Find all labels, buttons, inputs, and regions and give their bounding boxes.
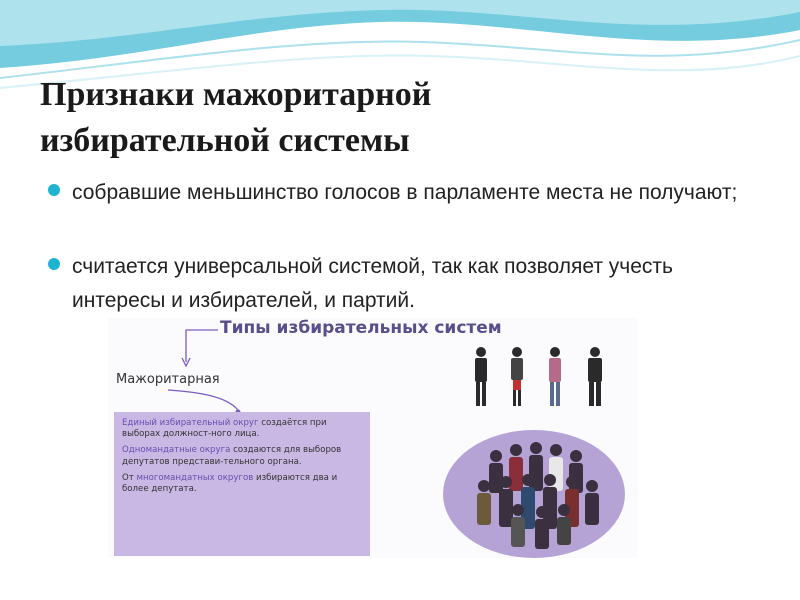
majoritarian-label: Мажоритарная	[116, 372, 220, 387]
bullet-item	[48, 250, 748, 318]
slide-title-line-1: Признаки мажоритарной	[40, 76, 432, 113]
slide-title	[40, 72, 600, 164]
electoral-systems-figure	[108, 318, 638, 558]
bullet-dot-icon	[48, 258, 60, 270]
box-paragraph	[122, 445, 362, 467]
box-paragraph	[122, 418, 362, 440]
people-illustration	[438, 338, 638, 558]
box-text: создаётся при выборах должност-ного лица.	[122, 418, 327, 440]
bullet-text: собравшие меньшинство голосов в парламенте места не получают;	[72, 181, 738, 204]
single-candidates-icon	[475, 347, 602, 406]
crowd-circle-icon	[443, 430, 625, 558]
box-text: избираются два и более депутата.	[122, 472, 338, 495]
box-highlight: Единый избирательный округ	[122, 418, 259, 428]
box-paragraph	[122, 473, 362, 495]
connector-arrows	[108, 318, 308, 418]
bullet-text: считается универсальной системой, так как позволяет учесть интересы и избирателей, и партий.	[72, 255, 673, 312]
box-highlight: Одномандатные округа	[122, 445, 231, 456]
slide-title-line-2: избирательной системы	[40, 122, 410, 159]
bullet-dot-icon	[48, 184, 60, 196]
box-highlight: многомандатных округов	[136, 472, 254, 483]
bullet-item	[48, 176, 748, 210]
figure-title: Типы избирательных систем	[220, 318, 502, 338]
majoritarian-description-box	[114, 412, 370, 556]
box-text: создаются для выборов депутатов представи-тельного органа.	[122, 445, 342, 467]
box-text: От	[122, 472, 134, 483]
